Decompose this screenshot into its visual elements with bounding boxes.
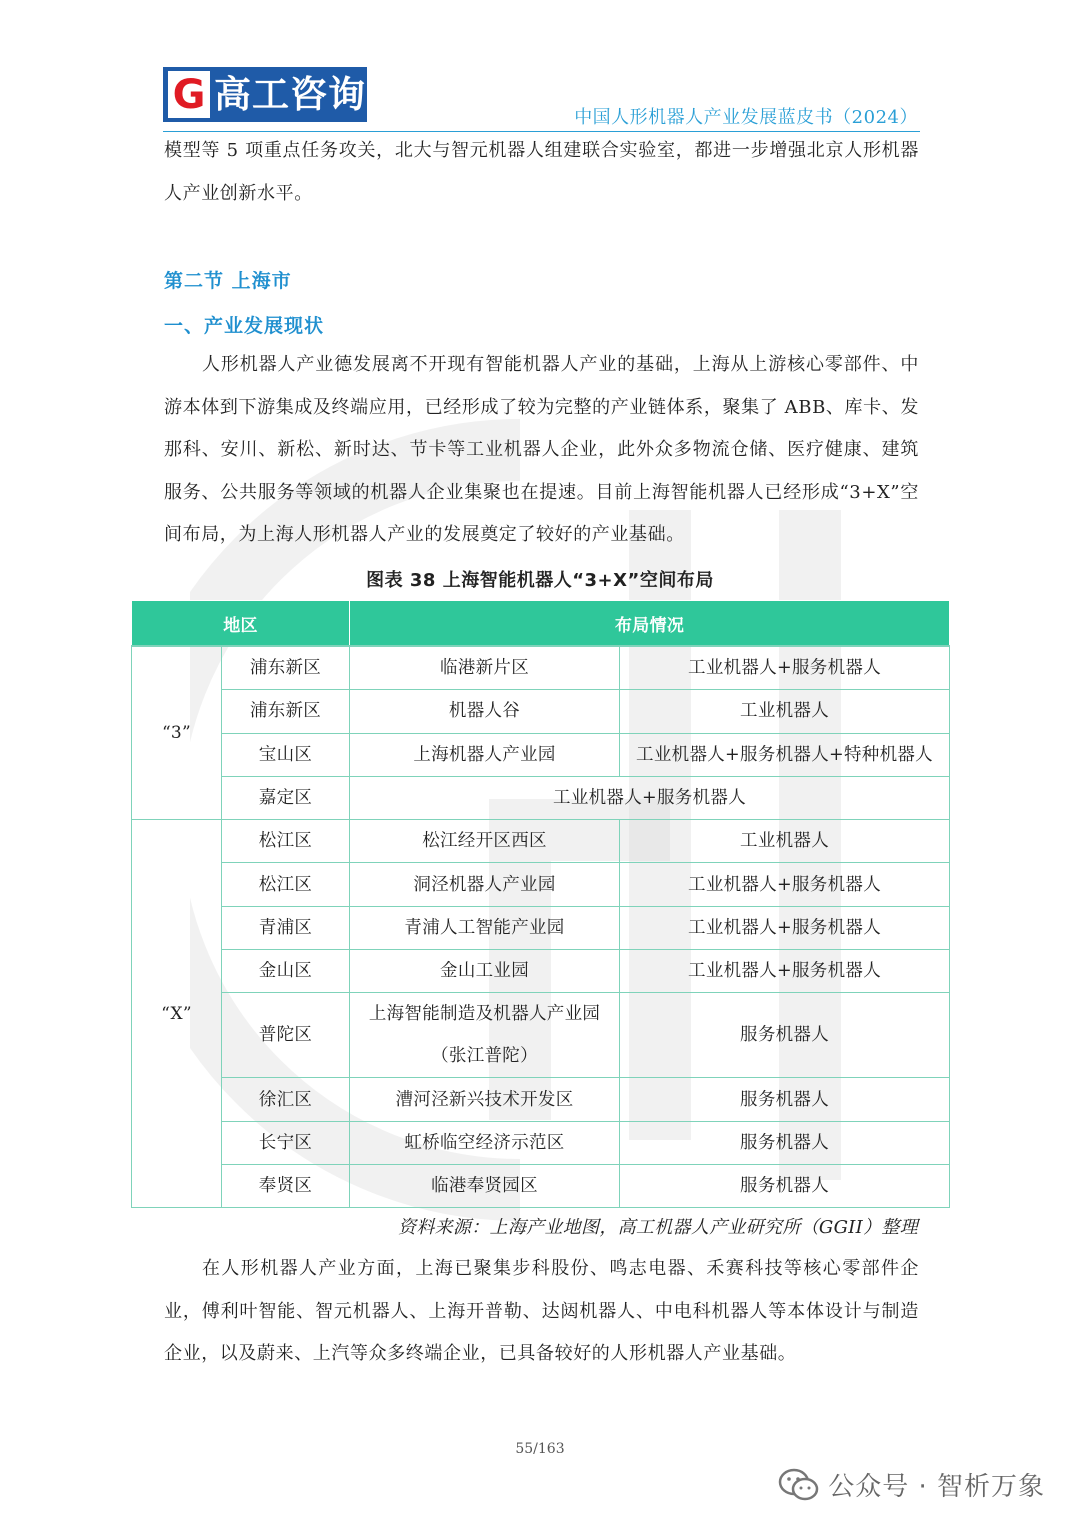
table-header-row: [132, 601, 950, 647]
table-row: [132, 1121, 950, 1164]
park-cell: 松江经开区西区: [350, 820, 620, 863]
district-cell: 松江区: [222, 863, 350, 906]
park-cell: 漕河泾新兴技术开发区: [350, 1078, 620, 1121]
table-row: [132, 646, 950, 690]
park-cell: 虹桥临空经济示范区: [350, 1121, 620, 1164]
type-cell: 工业机器人+服务机器人: [620, 950, 950, 993]
paragraph-shanghai-intro: 人形机器人产业德发展离不开现有智能机器人产业的基础，上海从上游核心零部件、中游本体到下游集成及终端应用，已经形成了较为完整的产业链体系，聚集了 ABB、库卡、发那科、安川、新松、新时达、节卡等工业机器人企业，此外众多物流仓储、医疗健康、建筑服务、公共服务等领域的机器人企业集聚也在提速。目前上海智能机器人已经形成“3+X”空间布局，为上海人形机器人产业的发展奠定了较好的产业基础。: [164, 354, 919, 545]
table-source: 资料来源：上海产业地图，高工机器人产业研究所（GGII）整理: [398, 1217, 918, 1238]
wechat-account: [778, 1466, 1045, 1503]
section-title: 第二节 上海市: [164, 270, 292, 292]
district-cell: 青浦区: [222, 906, 350, 949]
district-cell: 浦东新区: [222, 690, 350, 733]
table-caption: 图表 38 上海智能机器人“3+X”空间布局: [366, 570, 714, 591]
table-row: [132, 1078, 950, 1121]
district-cell: 普陀区: [222, 993, 350, 1078]
logo-mark: G: [168, 71, 210, 118]
group-x-label: “X”: [132, 820, 222, 1208]
paragraph-beijing-end: 模型等 5 项重点任务攻关，北大与智元机器人组建联合实验室，都进一步增强北京人形机器人产业创新水平。: [164, 140, 919, 204]
park-name-line1: 上海智能制造及机器人产业园: [368, 1004, 601, 1025]
type-cell: 工业机器人+服务机器人+特种机器人: [620, 733, 950, 776]
page-number: 55/163: [515, 1441, 565, 1457]
district-cell: 松江区: [222, 820, 350, 863]
type-cell: 工业机器人+服务机器人: [620, 863, 950, 906]
logo-text: 高工咨询: [214, 73, 366, 116]
district-cell: 金山区: [222, 950, 350, 993]
subsection-title: 一、产业发展现状: [164, 315, 325, 337]
spatial-layout-table: [131, 600, 950, 1208]
group-3-label: “3”: [132, 646, 222, 820]
park-cell: 青浦人工智能产业园: [350, 906, 620, 949]
type-cell: 工业机器人+服务机器人: [620, 906, 950, 949]
document-title: 中国人形机器人产业发展蓝皮书（2024）: [574, 107, 918, 128]
wechat-account-name: 公众号 · 智析万象: [828, 1472, 1045, 1502]
park-cell: 临港新片区: [350, 646, 620, 690]
park-cell: 洞泾机器人产业园: [350, 863, 620, 906]
table-row: [132, 733, 950, 776]
table-row: [132, 993, 950, 1078]
park-cell: 上海机器人产业园: [350, 733, 620, 776]
district-cell: 宝山区: [222, 733, 350, 776]
district-cell: 嘉定区: [222, 776, 350, 819]
district-cell: 徐汇区: [222, 1078, 350, 1121]
type-cell: 服务机器人: [620, 1121, 950, 1164]
park-cell: 金山工业园: [350, 950, 620, 993]
header-region: 地区: [132, 601, 350, 647]
paragraph-humanoid-shanghai: 在人形机器人产业方面，上海已聚集步科股份、鸣志电器、禾赛科技等核心零部件企业，傅利叶智能、智元机器人、上海开普勒、达闼机器人、中电科机器人等本体设计与制造企业，以及蔚来、上汽等众多终端企业，已具备较好的人形机器人产业基础。: [164, 1258, 919, 1364]
park-name-line2: （张江普陀）: [431, 1046, 538, 1067]
district-cell: 长宁区: [222, 1121, 350, 1164]
type-cell: 工业机器人: [620, 690, 950, 733]
district-cell: 奉贤区: [222, 1164, 350, 1207]
table-row: [132, 776, 950, 819]
type-cell: 工业机器人: [620, 820, 950, 863]
type-cell: 工业机器人+服务机器人: [620, 646, 950, 690]
table-row: [132, 690, 950, 733]
park-cell: 机器人谷: [350, 690, 620, 733]
type-cell: 服务机器人: [620, 993, 950, 1078]
table-row: [132, 820, 950, 863]
table-row: [132, 950, 950, 993]
type-cell: 工业机器人+服务机器人: [350, 776, 950, 819]
company-logo: [163, 67, 367, 122]
table-row: [132, 906, 950, 949]
type-cell: 服务机器人: [620, 1078, 950, 1121]
park-cell: 临港奉贤园区: [350, 1164, 620, 1207]
district-cell: 浦东新区: [222, 646, 350, 690]
header-layout: 布局情况: [350, 601, 950, 647]
table-row: [132, 863, 950, 906]
type-cell: 服务机器人: [620, 1164, 950, 1207]
wechat-icon: [778, 1467, 820, 1503]
table-row: [132, 1164, 950, 1207]
park-cell: [350, 993, 620, 1078]
